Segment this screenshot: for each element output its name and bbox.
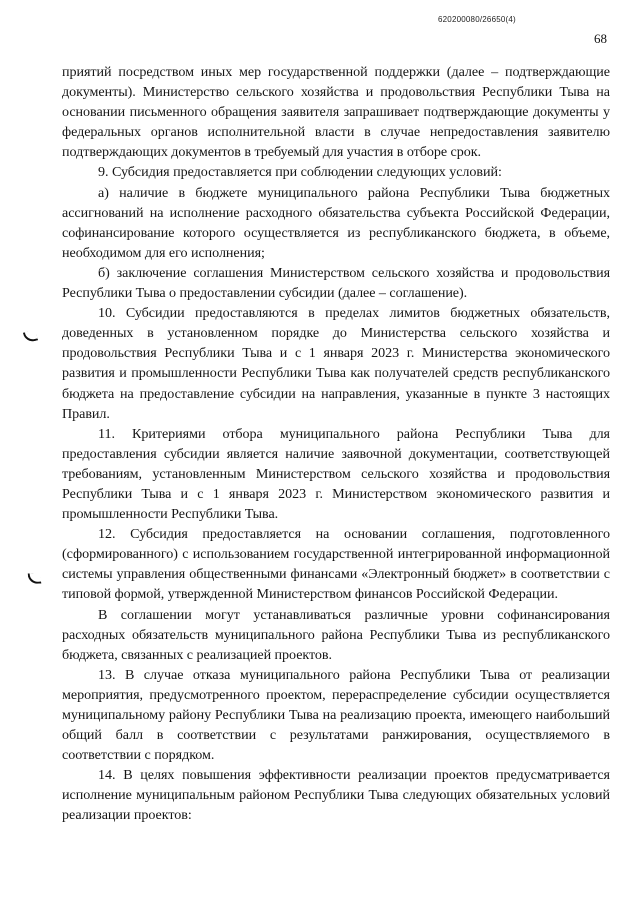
paragraph-subitem-a: а) наличие в бюджете муниципального района Республики Тыва бюджетных ассигнований на исполнение расходного обязательства субъекта Российской Федерации, софинансирование которого осуществляется из республиканского бюджета, в объеме, необходимом для его исполнения; (62, 184, 610, 261)
margin-mark-icon (23, 330, 38, 344)
paragraph-agreement-levels: В соглашении могут устанавливаться различные уровни софинансирования расходных обязательств муниципального района Республики Тыва из республиканского бюджета, связанных с реализацией проектов. (62, 606, 610, 663)
paragraph-continuation: приятий посредством иных мер государственной поддержки (далее – подтверждающие документы). Министерство сельского хозяйства и продовольствия Республики Тыва на основании письменного обращения заявителя запрашивает подтверждающие документы у федеральных органов исполнительной власти в случае непредоставления заявителю подтверждающих документов в требуемый для участия в отборе срок. (62, 64, 610, 161)
paragraph-item-11: 11. Критериями отбора муниципального района Республики Тыва для предоставления субсидии является наличие заявочной документации, соответствующей требованиям, установленным Министерством сельского хозяйства и продовольствия Республики Тыва и с 1 января 2023 г. Министерством экономического развития и промышленности Республики Тыва. (62, 425, 610, 523)
paragraph-item-14: 14. В целях повышения эффективности реализации проектов предусматривается исполнение муниципальным районом Республики Тыва следующих обязательных условий реализации проектов: (62, 767, 610, 824)
paragraph-item-10: 10. Субсидии предоставляются в пределах лимитов бюджетных обязательств, доведенных в установленном порядке до Министерства сельского хозяйства и продовольствия Республики Тыва и с 1 января 2023 г. Министерства экономического развития и промышленности Республики Тыва как получателей средств республиканского бюджета на предоставление субсидии на направления, указанные в пункте 3 настоящих Правил. (62, 305, 610, 422)
margin-mark-icon (28, 573, 42, 585)
page-number: 68 (594, 31, 607, 46)
paragraph-item-13: 13. В случае отказа муниципального района Республики Тыва от реализации мероприятия, предусмотренного проектом, перераспределение субсидии осуществляется муниципальному району Республики Тыва на реализацию проекта, имеющего наибольший общий балл в соответствии с результатами ранжирования, осуществляемого в соответствии с порядком. (62, 666, 610, 764)
document-body (62, 62, 610, 826)
paragraph-item-9: 9. Субсидия предоставляется при соблюдении следующих условий: (98, 164, 502, 181)
paragraph-item-12: 12. Субсидия предоставляется на основании соглашения, подготовленного (сформированного) с использованием государственной интегрированной информационной системы управления общественными финансами «Электронный бюджет» в соответствии с типовой формой, утвержденной Министерством финансов Российской Федерации. (62, 526, 610, 603)
document-code: 620200080/26650(4) (438, 15, 516, 24)
paragraph-subitem-b: б) заключение соглашения Министерством сельского хозяйства и продовольствия Республики Тыва о предоставлении субсидии (далее – соглашение). (62, 264, 610, 302)
